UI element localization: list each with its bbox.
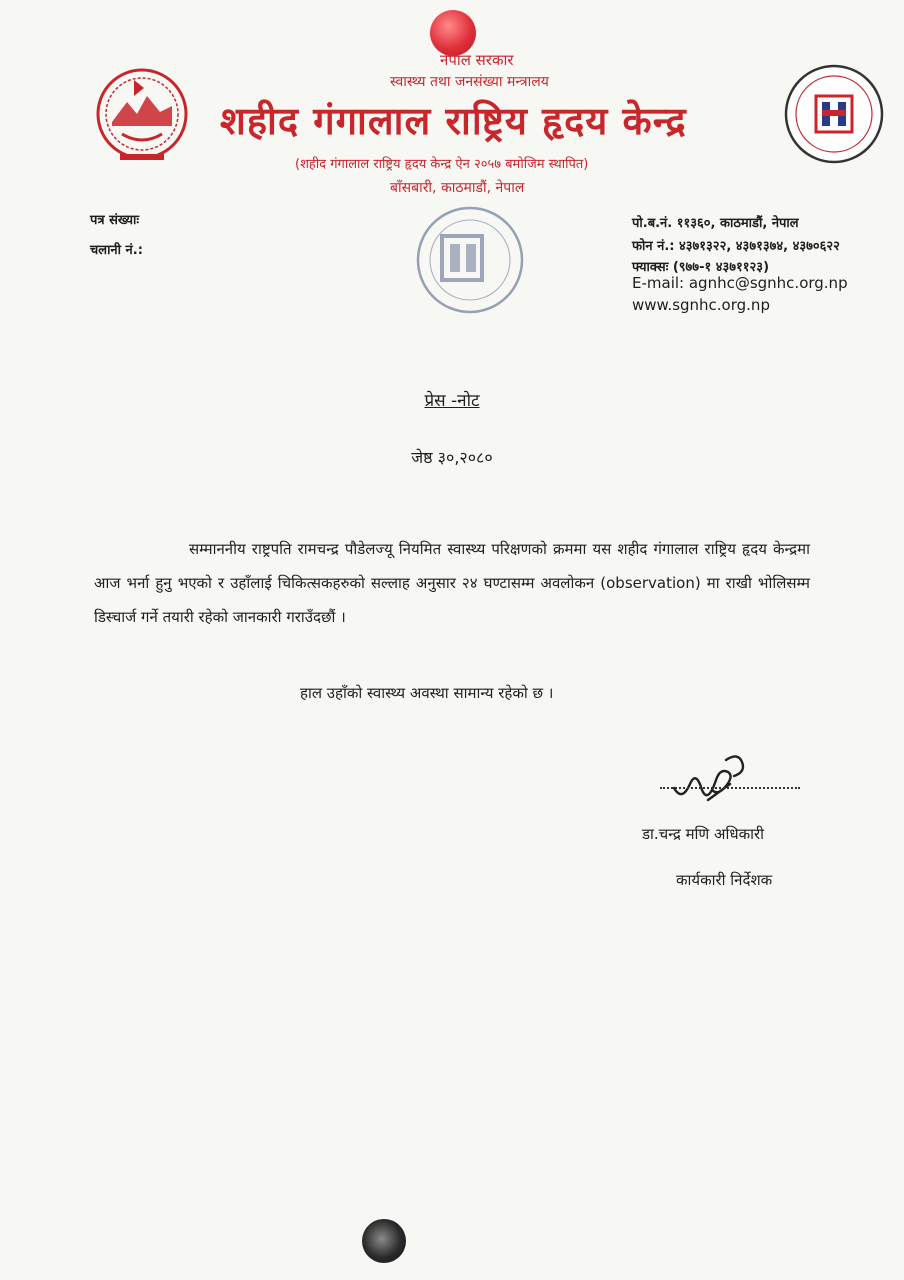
fax-number: फ्याक्सः (९७७-१ ४३७११२३) (632, 260, 770, 275)
nepal-emblem-icon (92, 62, 192, 170)
notice-body: सम्माननीय राष्ट्रपति रामचन्द्र पौडेलज्यू नियमित स्वास्थ्य परिक्षणको क्रममा यस शहीद गंगालाल राष्ट्रिय हृदय केन्द्रमा आज भर्ना हुनु भएको र उहाँलाई चिकित्सकहरुको सल्लाह अनुसार २४ घण्टासम्म अवलोकन (observation) मा राखी भोलिसम्म डिस्चार्ज गर्ने तयारी रहेको जानकारी गराउँदछौं । (94, 540, 810, 626)
government-label: नेपाल सरकार (440, 51, 514, 69)
email-address: E-mail: agnhc@sgnhc.org.np (632, 274, 848, 292)
signatory-title: कार्यकारी निर्देशक (676, 871, 773, 889)
letter-number-label: पत्र संख्याः (90, 213, 140, 228)
press-note-title: प्रेस -नोट (424, 391, 480, 411)
institution-title: शहीद गंगालाल राष्ट्रिय हृदय केन्द्र (220, 99, 687, 143)
notice-date: जेष्ठ ३०,२०८० (411, 448, 493, 467)
signatory-name: डा.चन्द्र मणि अधिकारी (642, 825, 765, 843)
dispatch-number-label: चलानी नं.: (90, 243, 143, 258)
signature-icon (668, 750, 764, 806)
hospital-logo-icon (782, 62, 886, 166)
signature-line (660, 787, 800, 789)
establishment-act: (शहीद गंगालाल राष्ट्रिय हृदय केन्द्र ऐन २०५७ बमोजिम स्थापित) (295, 157, 589, 172)
black-pushpin (362, 1219, 406, 1263)
website: www.sgnhc.org.np (632, 296, 770, 314)
ministry-label: स्वास्थ्य तथा जनसंख्या मन्त्रालय (390, 74, 549, 90)
notice-heading (0, 388, 904, 411)
po-box: पो.ब.नं. ११३६०, काठमाडौं, नेपाल (632, 216, 799, 231)
health-status: हाल उहाँको स्वास्थ्य अवस्था सामान्य रहेको छ । (300, 684, 554, 702)
official-stamp-icon (412, 200, 528, 322)
institution-address: बाँसबारी, काठमाडौं, नेपाल (390, 180, 525, 196)
phone-numbers: फोन नं.: ४३७१३२२, ४३७१३७४, ४३७०६२२ (632, 239, 840, 254)
